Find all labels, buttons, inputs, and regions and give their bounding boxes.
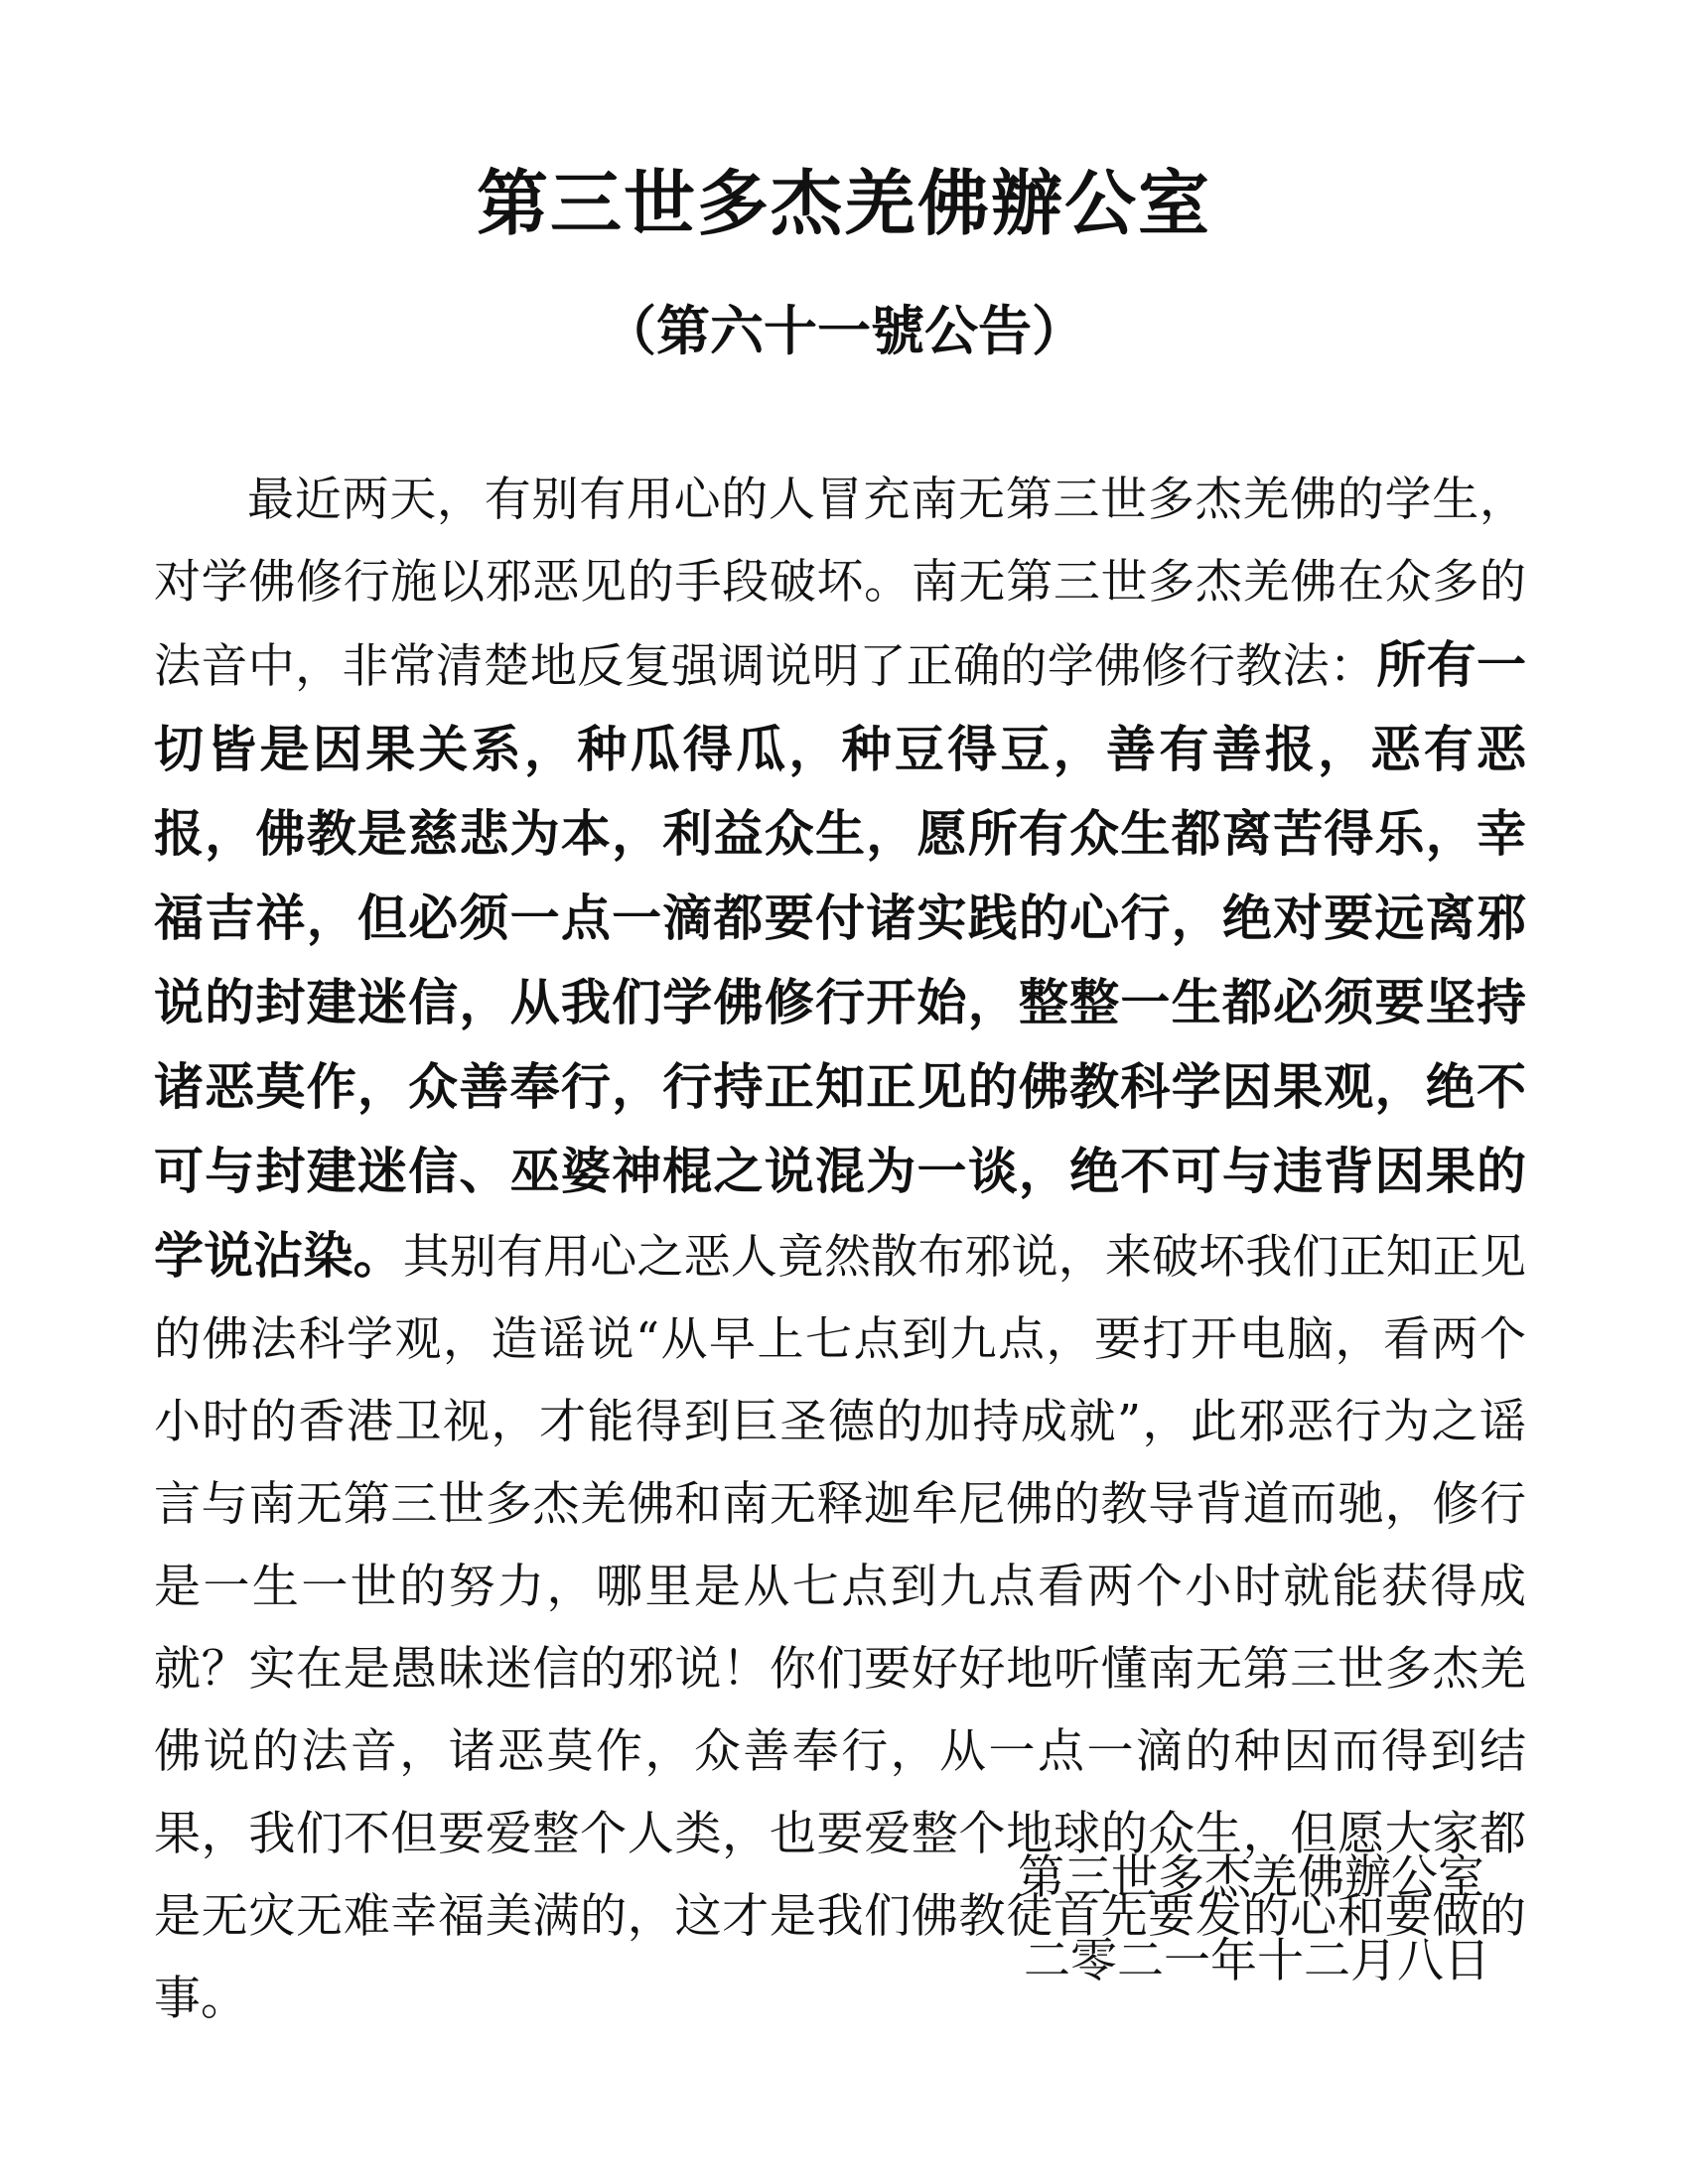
announcement-body bbox=[154, 459, 1526, 2040]
signature-office: 第三世多杰羌佛辦公室 bbox=[1018, 1850, 1484, 1905]
announcement-number: （第六十一號公告） bbox=[603, 299, 1085, 362]
document-title: 第三世多杰羌佛辦公室 bbox=[476, 161, 1211, 245]
body-intro: 最近两天，有别有用心的人冒充南无第三世多杰羌佛的学生，对学佛修行施以邪恶见的手段破坏。南无第三世多杰羌佛在众多的法音中，非常清楚地反复强调说明了正确的学佛修行教法： bbox=[154, 473, 1526, 694]
signature-block bbox=[1018, 1837, 1490, 2003]
signature-date: 二零二一年十二月八日 bbox=[1024, 1934, 1490, 1988]
body-emphasis: 所有一切皆是因果关系，种瓜得瓜，种豆得豆，善有善报，恶有恶报，佛教是慈悲为本，利益众生，愿所有众生都离苦得乐，幸福吉祥，但必须一点一滴都要付诸实践的心行，绝对要远离邪说的封建迷信，从我们学佛修行开始，整整一生都必须要坚持诸恶莫作，众善奉行，行持正知正见的佛教科学因果观，绝不可与封建迷信、巫婆神棍之说混为一谈，绝不可与违背因果的学说沾染。 bbox=[154, 635, 1527, 1285]
body-rest: 其别有用心之恶人竟然散布邪说，来破坏我们正知正见的佛法科学观，造谣说“从早上七点到九点，要打开电脑，看两个小时的香港卫视，才能得到巨圣德的加持成就”，此邪恶行为之谣言与南无第三世多杰羌佛和南无释迦牟尼佛的教导背道而驰，修行是一生一世的努力，哪里是从七点到九点看两个小时就能获得成就？实在是愚昧迷信的邪说！你们要好好地听懂南无第三世多杰羌佛说的法音，诸恶莫作，众善奉行，从一点一滴的种因而得到结果，我们不但要爱整个人类，也要爱整个地球的众生，但愿大家都是无灾无难幸福美满的，这才是我们佛教徒首先要发的心和要做的事。 bbox=[154, 1230, 1527, 2026]
